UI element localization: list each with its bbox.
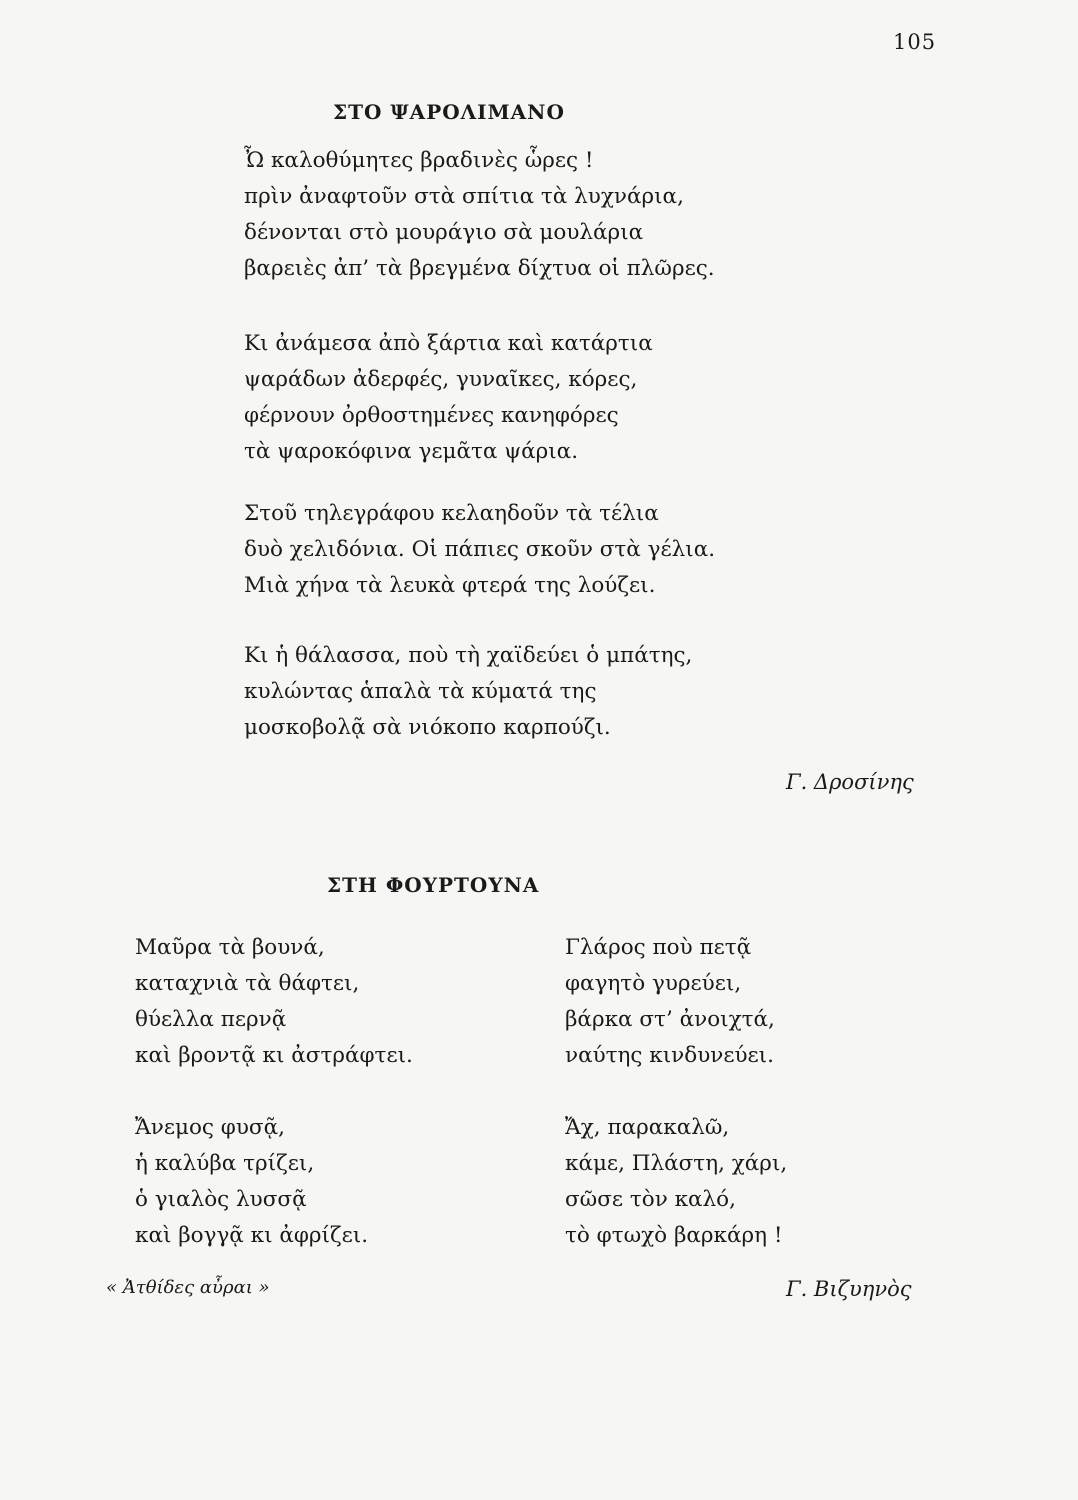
verse-line: θύελλα περνᾷ <box>135 1007 287 1032</box>
verse-line: τὰ ψαροκόφινα γεμᾶτα ψάρια. <box>244 439 579 464</box>
verse-line: βάρκα στ’ ἀνοιχτά, <box>565 1007 775 1032</box>
stanza <box>135 930 413 1074</box>
page-number: 105 <box>893 30 937 54</box>
poem-author: Γ. Βιζυηνὸς <box>786 1277 912 1301</box>
verse-line: ψαράδων ἀδερφές, γυναῖκες, κόρες, <box>244 367 638 392</box>
verse-line: καὶ βογγᾷ κι ἀφρίζει. <box>135 1223 369 1248</box>
poem-title: ΣΤΟ ΨΑΡΟΛΙΜΑΝΟ <box>333 100 565 124</box>
verse-line: Κι ἡ θάλασσα, ποὺ τὴ χαϊδεύει ὁ μπάτης, <box>244 643 693 668</box>
verse-line: ναύτης κινδυνεύει. <box>565 1043 774 1068</box>
verse-line: Γλάρος ποὺ πετᾷ <box>565 935 752 960</box>
verse-line: ἡ καλύβα τρίζει, <box>135 1151 315 1176</box>
verse-line: πρὶν ἀναφτοῦν στὰ σπίτια τὰ λυχνάρια, <box>244 184 684 209</box>
stanza <box>244 326 653 470</box>
verse-line: Μιὰ χήνα τὰ λευκὰ φτερά της λούζει. <box>244 573 656 598</box>
stanza <box>565 930 775 1074</box>
verse-line: φαγητὸ γυρεύει, <box>565 971 742 996</box>
verse-line: ὁ γιαλὸς λυσσᾷ <box>135 1187 307 1212</box>
poem-author: Γ. Δροσίνης <box>786 770 914 794</box>
verse-line: δυὸ χελιδόνια. Οἱ πάπιες σκοῦν στὰ γέλια. <box>244 537 716 562</box>
verse-line: τὸ φτωχὸ βαρκάρη ! <box>565 1223 783 1248</box>
verse-line: δένονται στὸ μουράγιο σὰ μουλάρια <box>244 220 644 245</box>
verse-line: κυλώντας ἁπαλὰ τὰ κύματά της <box>244 679 597 704</box>
verse-line: βαρειὲς ἀπ’ τὰ βρεγμένα δίχτυα οἱ πλῶρες. <box>244 256 715 281</box>
verse-line: Κι ἀνάμεσα ἀπὸ ξάρτια καὶ κατάρτια <box>244 331 653 356</box>
verse-line: Ἄχ, παρακαλῶ, <box>565 1115 730 1140</box>
verse-line: Στοῦ τηλεγράφου κελαηδοῦν τὰ τέλια <box>244 501 659 526</box>
poem-title: ΣΤΗ ΦΟΥΡΤΟΥΝΑ <box>327 873 540 897</box>
verse-line: φέρνουν ὀρθοστημένες κανηφόρες <box>244 403 619 428</box>
verse-line: Μαῦρα τὰ βουνά, <box>135 935 325 960</box>
verse-line: καταχνιὰ τὰ θάφτει, <box>135 971 360 996</box>
verse-line: Ὦ καλοθύμητες βραδινὲς ὧρες ! <box>244 148 594 173</box>
verse-line: κάμε, Πλάστη, χάρι, <box>565 1151 788 1176</box>
stanza <box>244 638 692 746</box>
verse-line: μοσκοβολᾷ σὰ νιόκοπο καρπούζι. <box>244 715 611 740</box>
source-citation: « Ἀτθίδες αὖραι » <box>106 1277 270 1298</box>
verse-line: καὶ βροντᾷ κι ἀστράφτει. <box>135 1043 413 1068</box>
stanza <box>244 143 715 287</box>
verse-line: σῶσε τὸν καλό, <box>565 1187 736 1212</box>
verse-line: Ἄνεμος φυσᾷ, <box>135 1115 285 1140</box>
stanza <box>565 1110 787 1254</box>
stanza <box>135 1110 368 1254</box>
stanza <box>244 496 715 604</box>
